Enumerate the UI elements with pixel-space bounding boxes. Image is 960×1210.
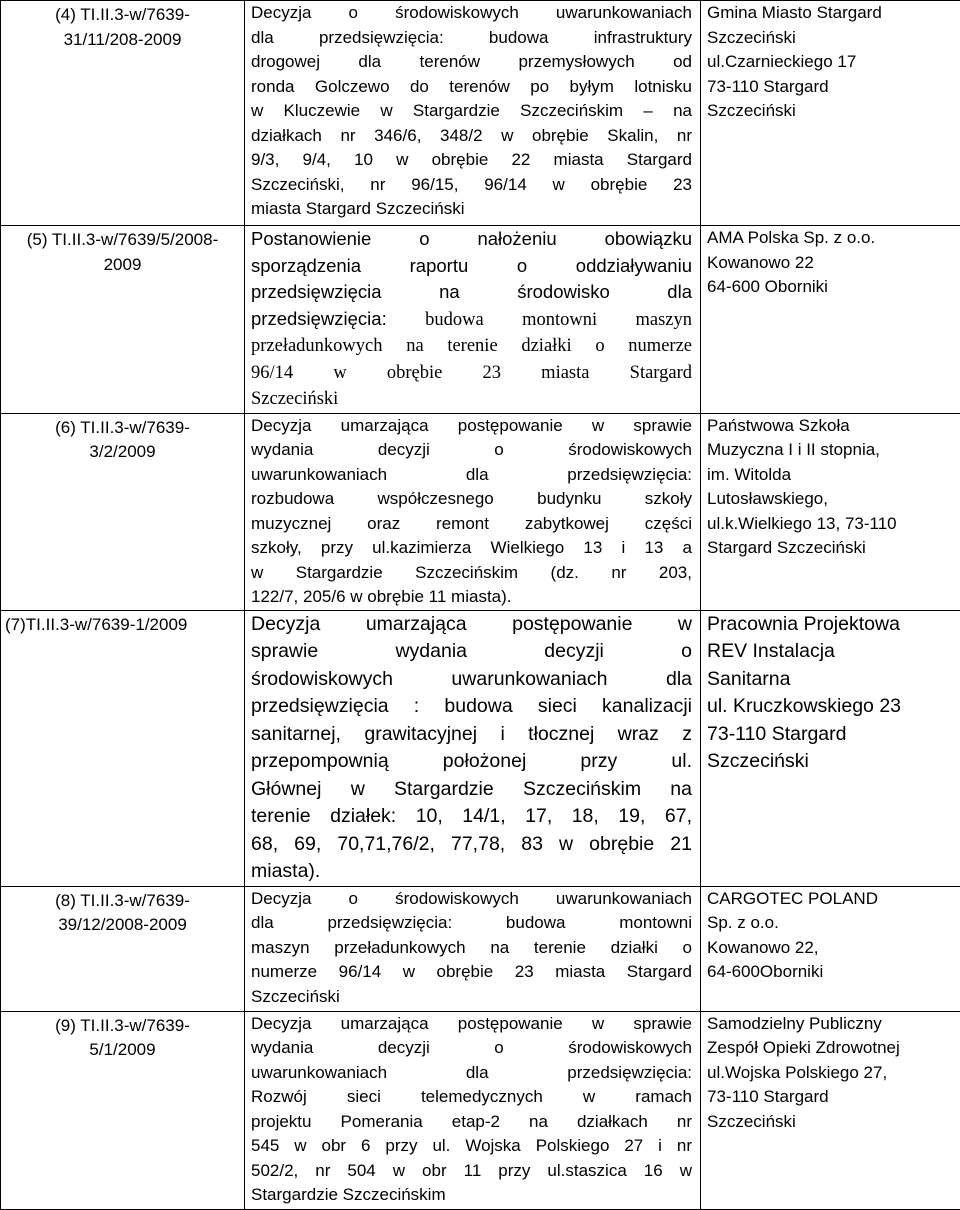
description-line: sanitarnej, grawitacyjnej i tłocznej wraz z [251,721,692,749]
description-line: Stargardzie Szczecińskim [251,1183,692,1208]
description-line: przepompownią położonej przy ul. [251,748,692,776]
description-line: muzycznej oraz remont zabytkowej części [251,512,692,537]
decision-description-cell [245,886,701,1011]
description-line: 122/7, 205/6 w obrębie 11 miasta). [251,585,692,610]
case-number-line: (9) TI.II.3-w/7639- [3,1014,242,1039]
description-line: rozbudowa współczesnego budynku szkoły [251,487,692,512]
description-line: Postanowienie o nałożeniu obowiązku [251,226,692,253]
case-number-cell [1,886,245,1011]
applicant-cell [701,226,960,414]
case-number-line: 3/2/2009 [3,440,242,465]
applicant-line: Kowanowo 22, [707,936,956,961]
applicant-line: 64-600 Oborniki [707,275,956,300]
description-line: wydania decyzji o środowiskowych [251,1036,692,1061]
description-line: miasta Stargard Szczeciński [251,197,692,222]
applicant-cell [701,886,960,1011]
case-number-line: 31/11/208-2009 [3,28,242,53]
description-line: miasta). [251,858,692,886]
applicant-line: Muzyczna I i II stopnia, [707,438,956,463]
applicant-line: Szczeciński [707,748,956,776]
description-line: dla przedsięwzięcia: budowa montowni [251,911,692,936]
decision-description-cell [245,413,701,610]
applicant-line: REV Instalacja [707,638,956,666]
description-line: sporządzenia raportu o oddziaływaniu [251,253,692,280]
applicant-line: Sanitarna [707,666,956,694]
description-line: sprawie wydania decyzji o [251,638,692,666]
description-line: działkach nr 346/6, 348/2 w obrębie Skalin, nr [251,124,692,149]
description-line: drogowej dla terenów przemysłowych od [251,50,692,75]
description-line: dla przedsięwzięcia: budowa infrastruktury [251,26,692,51]
table-row [1,610,960,886]
applicant-line: Sp. z o.o. [707,911,956,936]
applicant-line: 73-110 Stargard [707,721,956,749]
applicant-line: Zespół Opieki Zdrowotnej [707,1036,956,1061]
table-row [1,413,960,610]
description-line: przedsięwzięcia na środowisko dla [251,279,692,306]
decision-description-cell [245,1,701,226]
applicant-line: AMA Polska Sp. z o.o. [707,226,956,251]
case-number-line: (7)TI.II.3-w/7639-1/2009 [5,613,242,638]
table-row [1,1011,960,1209]
applicant-line: Szczeciński [707,26,956,51]
applicant-line: Gmina Miasto Stargard [707,1,956,26]
applicant-line: 73-110 Stargard [707,1085,956,1110]
applicant-line: Szczeciński [707,1110,956,1135]
description-line: uwarunkowaniach dla przedsięwzięcia: [251,1061,692,1086]
applicant-line: ul.Czarnieckiego 17 [707,50,956,75]
applicant-cell [701,1011,960,1209]
description-line: Decyzja umarzająca postępowanie w sprawie [251,414,692,439]
applicant-line: ul. Kruczkowskiego 23 [707,693,956,721]
case-number-line: (5) TI.II.3-w/7639/5/2008- [3,228,242,253]
applicant-line: Szczeciński [707,99,956,124]
description-line: wydania decyzji o środowiskowych [251,438,692,463]
description-line: 9/3, 9/4, 10 w obrębie 22 miasta Stargard [251,148,692,173]
applicant-line: 64-600Oborniki [707,960,956,985]
decision-description-cell [245,226,701,414]
description-line: maszyn przeładunkowych na terenie działki o [251,936,692,961]
description-line: Rozwój sieci telemedycznych w ramach [251,1085,692,1110]
description-line: terenie działek: 10, 14/1, 17, 18, 19, 67, [251,803,692,831]
description-line: Szczeciński [251,985,692,1010]
applicant-cell [701,413,960,610]
description-line: Decyzja umarzająca postępowanie w sprawie [251,1012,692,1037]
applicant-line: im. Witolda [707,463,956,488]
description-line: Głównej w Stargardzie Szczecińskim na [251,776,692,804]
description-line: przeładunkowych na terenie działki o numerze [251,333,692,360]
description-line: przedsięwzięcia : budowa sieci kanalizacji [251,693,692,721]
decision-description-cell [245,610,701,886]
applicant-line: Lutosławskiego, [707,487,956,512]
description-line: Szczeciński, nr 96/15, 96/14 w obrębie 23 [251,173,692,198]
description-line: w Kluczewie w Stargardzie Szczecińskim – na [251,99,692,124]
applicant-cell [701,1,960,226]
description-line [251,306,692,334]
applicant-line: Kowanowo 22 [707,251,956,276]
case-number-cell [1,1011,245,1209]
applicant-line: Państwowa Szkoła [707,414,956,439]
description-line: projektu Pomerania etap-2 na działkach nr [251,1110,692,1135]
description-line: 545 w obr 6 przy ul. Wojska Polskiego 27 i nr [251,1134,692,1159]
description-line: Decyzja o środowiskowych uwarunkowaniach [251,1,692,26]
applicant-line: 73-110 Stargard [707,75,956,100]
case-number-line: (8) TI.II.3-w/7639- [3,889,242,914]
decision-description-cell [245,1011,701,1209]
description-line: 502/2, nr 504 w obr 11 przy ul.staszica 16 w [251,1159,692,1184]
case-number-cell [1,610,245,886]
case-number-cell [1,413,245,610]
applicant-line: CARGOTEC POLAND [707,887,956,912]
case-number-cell [1,226,245,414]
applicant-line: Pracownia Projektowa [707,611,956,639]
description-line: ronda Golczewo do terenów po byłym lotnisku [251,75,692,100]
description-line: 68, 69, 70,71,76/2, 77,78, 83 w obrębie 21 [251,831,692,859]
case-number-line: 39/12/2008-2009 [3,913,242,938]
description-line: w Stargardzie Szczecińskim (dz. nr 203, [251,561,692,586]
applicant-line: Stargard Szczeciński [707,536,956,561]
description-line-rest: budowa montowni maszyn [387,310,692,330]
description-line: Szczeciński [251,386,692,413]
description-line: uwarunkowaniach dla przedsięwzięcia: [251,463,692,488]
case-number-line: 2009 [3,253,242,278]
case-number-line: (6) TI.II.3-w/7639- [3,416,242,441]
applicant-line: ul.Wojska Polskiego 27, [707,1061,956,1086]
case-number-cell [1,1,245,226]
description-line: Decyzja o środowiskowych uwarunkowaniach [251,887,692,912]
description-line: 96/14 w obrębie 23 miasta Stargard [251,360,692,387]
description-line: numerze 96/14 w obrębie 23 miasta Stargard [251,960,692,985]
applicant-line: Samodzielny Publiczny [707,1012,956,1037]
table-row [1,1,960,226]
case-number-line: 5/1/2009 [3,1038,242,1063]
applicant-line: ul.k.Wielkiego 13, 73-110 [707,512,956,537]
table-row [1,886,960,1011]
description-line: Decyzja umarzająca postępowanie w [251,611,692,639]
description-line-prefix: przedsięwzięcia: [251,308,387,329]
table-row [1,226,960,414]
description-line: szkoły, przy ul.kazimierza Wielkiego 13 i 13 a [251,536,692,561]
applicant-cell [701,610,960,886]
description-line: środowiskowych uwarunkowaniach dla [251,666,692,694]
case-number-line: (4) TI.II.3-w/7639- [3,3,242,28]
